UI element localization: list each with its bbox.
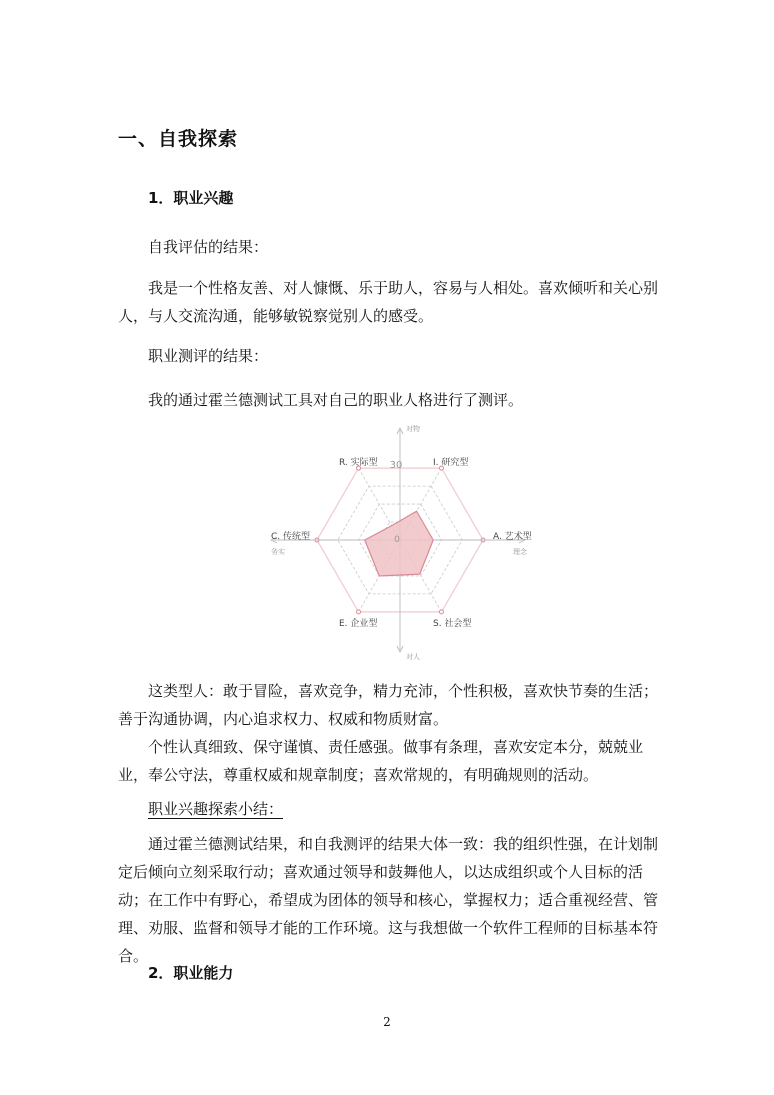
section-title-career-interest: 1．职业兴趣: [148, 189, 234, 207]
self-assess-paragraph: 我是一个性格友善、对人慷慨、乐于助人，容易与人相处。喜欢倾听和关心别人，与人交流沟通，能够敏锐察觉别人的感受。: [118, 279, 659, 325]
axis-label-left: 务实: [271, 548, 285, 556]
radar-axis-label: A. 艺术型: [493, 532, 532, 542]
radar-zero-label: 0: [394, 535, 400, 545]
axis-label-bottom: 对人: [406, 653, 420, 661]
radar-tick-label: 30: [389, 460, 403, 471]
radar-vertex-dot: [357, 610, 361, 614]
type-description-1: 这类型人：敢于冒险，喜欢竞争，精力充沛，个性积极，喜欢快节奏的生活；善于沟通协调，内心追求权力、权威和物质财富。: [118, 682, 659, 728]
self-assess-label: 自我评估的结果：: [148, 238, 269, 256]
career-eval-label: 职业测评的结果：: [148, 347, 269, 365]
radar-axis-label: R. 实际型: [339, 458, 378, 468]
radar-axis-label: I. 研究型: [433, 458, 469, 468]
career-eval-paragraph: 我的通过霍兰德测试工具对自己的职业人格进行了测评。: [148, 391, 524, 409]
radar-axis-label: S. 社会型: [433, 619, 472, 629]
type-description-2: 个性认真细致、保守谨慎、责任感强。做事有条理，喜欢安定本分，兢兢业业，奉公守法，尊重权威和规章制度；喜欢常规的，有明确规则的活动。: [118, 738, 644, 784]
heading-self-exploration: 一、自我探索: [118, 128, 239, 150]
radar-vertex-dot: [440, 610, 444, 614]
summary-label: 职业兴趣探索小结：: [148, 800, 284, 818]
holland-radar-chart: [255, 418, 545, 663]
radar-axis-label: C. 传统型: [271, 532, 311, 542]
section-title-career-ability: 2．职业能力: [148, 964, 234, 982]
axis-label-right: 理念: [513, 548, 527, 556]
radar-axis-label: E. 企业型: [339, 619, 378, 629]
axis-label-top: 对物: [406, 425, 420, 433]
summary-paragraph: 通过霍兰德测试结果，和自我测评的结果大体一致：我的组织性强，在计划制定后倾向立刻采取行动；喜欢通过领导和鼓舞他人，以达成组织或个人目标的活动；在工作中有野心，希望成为团体的领导和核心，掌握权力；适合重视经营、管理、劝服、监督和领导才能的工作环境。这与我想做一个软件工程师的目标基本符合。: [118, 835, 659, 965]
page-number: 2: [383, 1015, 391, 1029]
